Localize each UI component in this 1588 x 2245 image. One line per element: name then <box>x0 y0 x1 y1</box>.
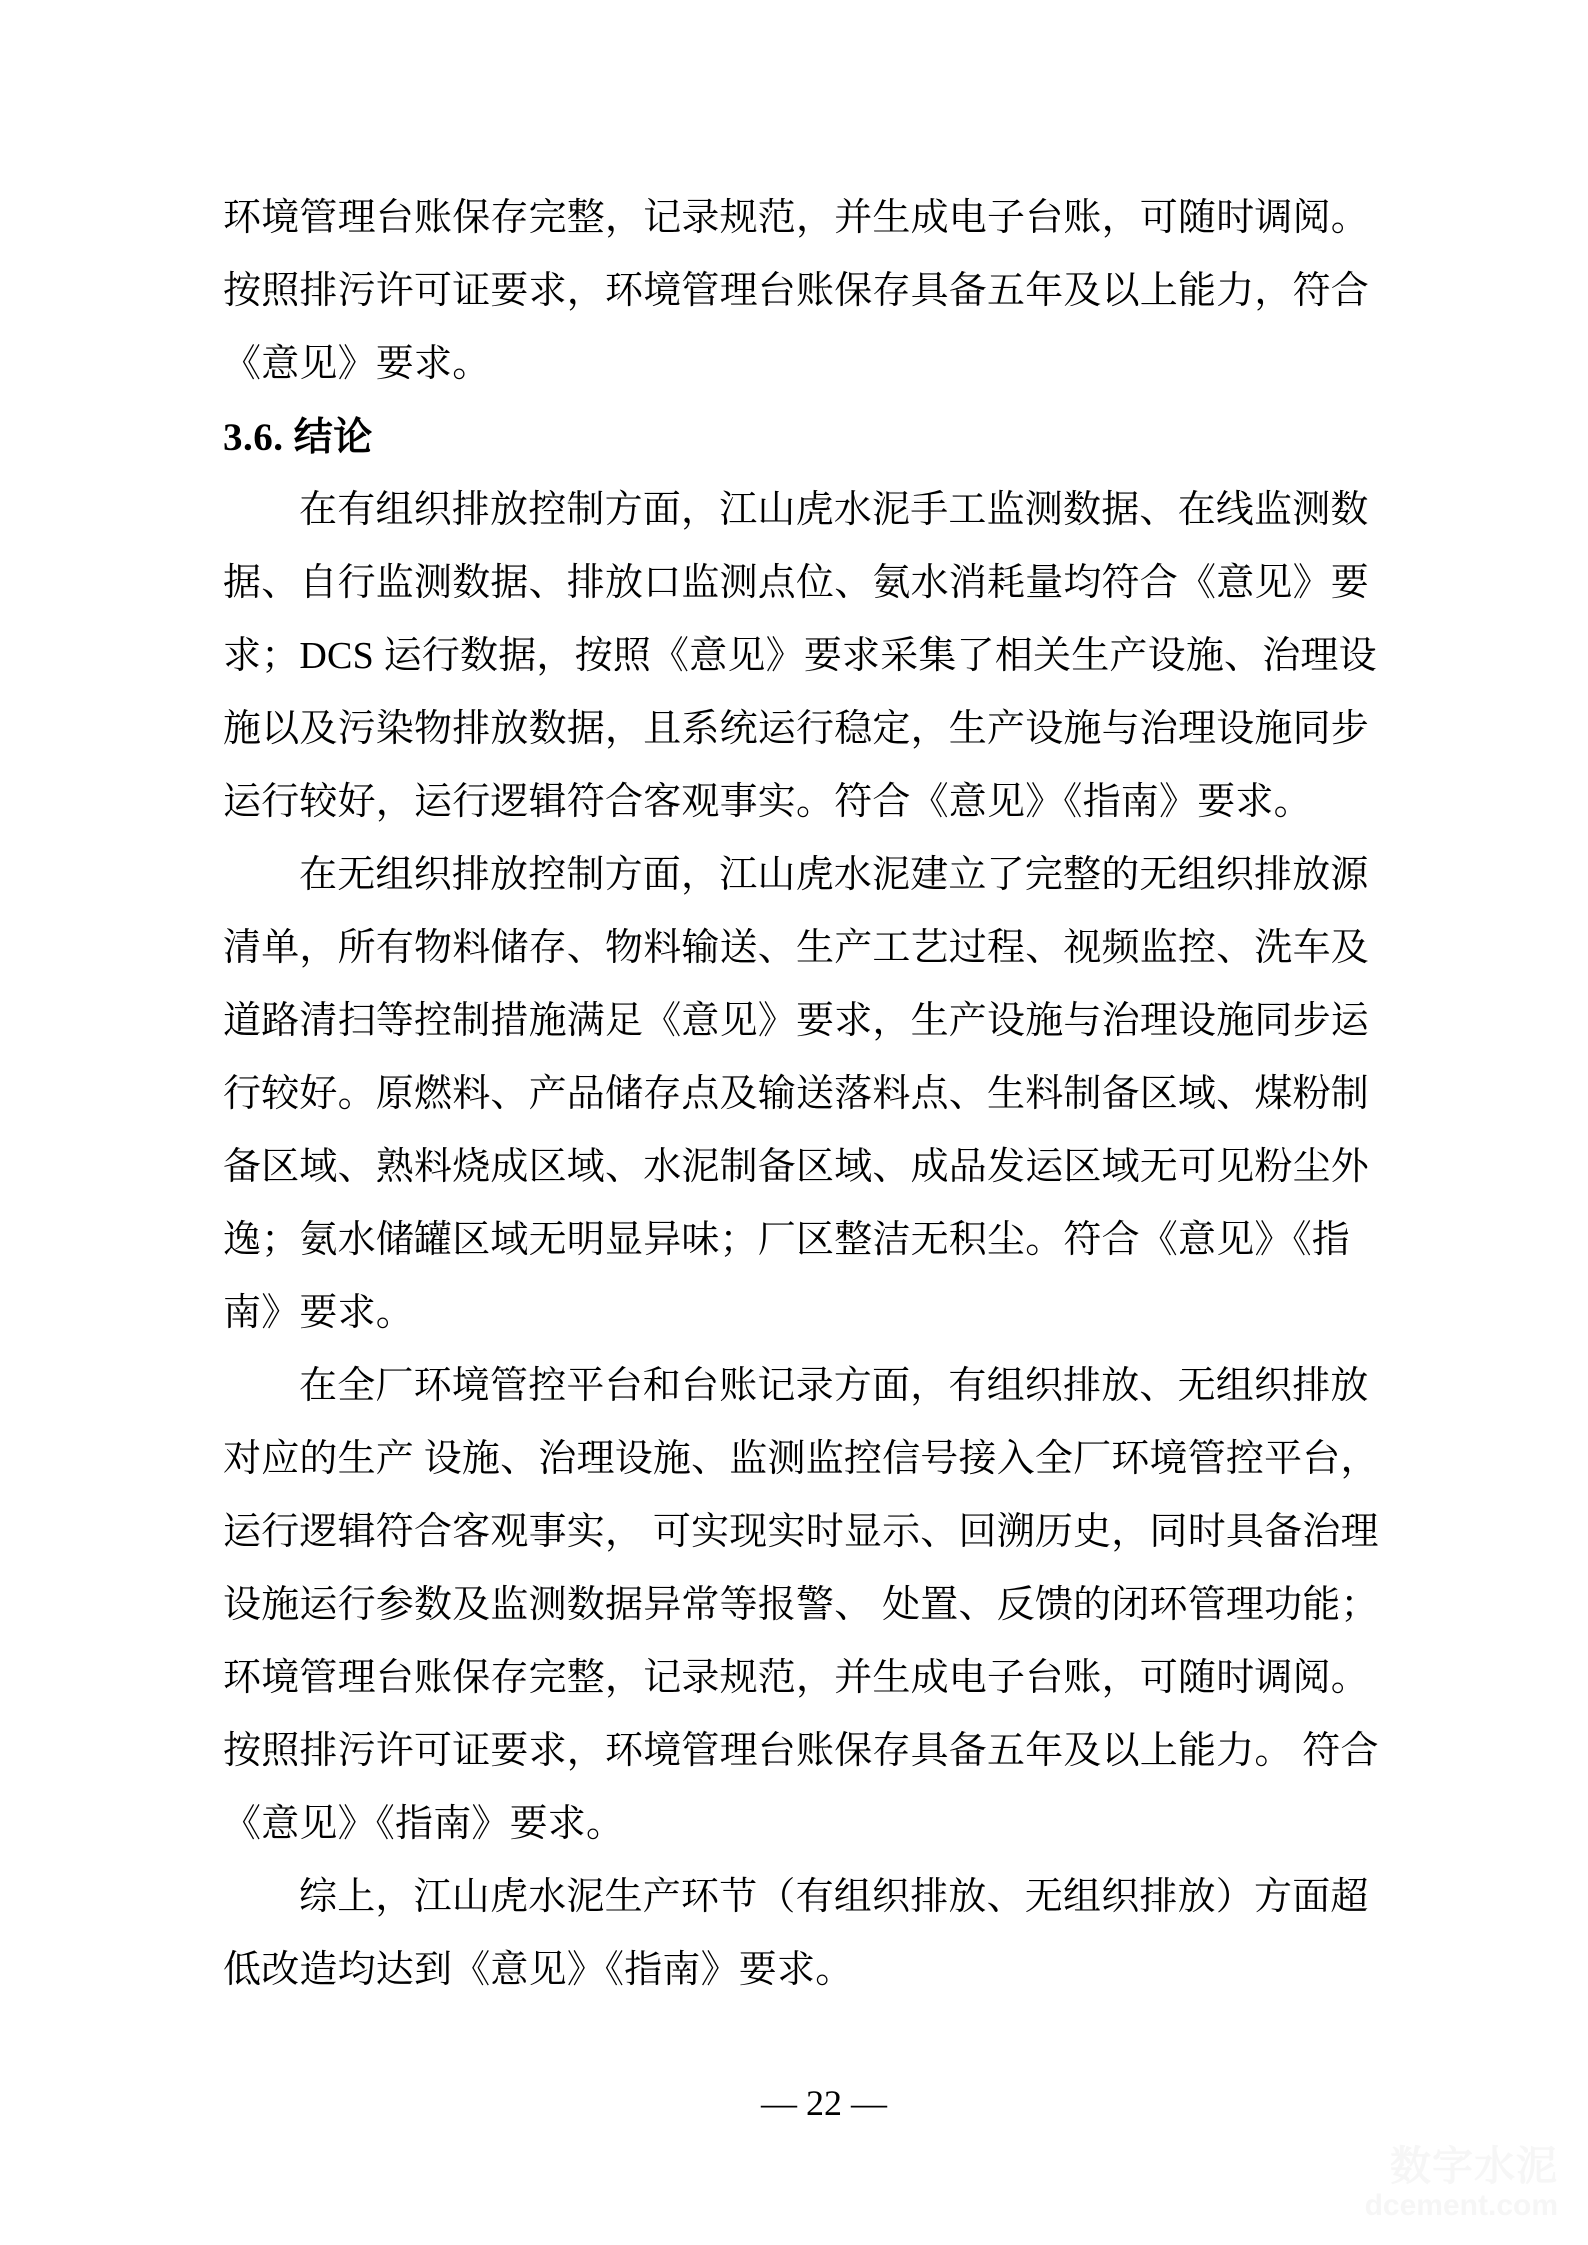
paragraph <box>223 1350 1463 1861</box>
text-line: 对应的生产 设施、治理设施、监测监控信号接入全厂环境管控平台， <box>223 1438 1379 1480</box>
watermark-domain: dcement.com <box>1364 2189 1558 2222</box>
paragraph <box>223 182 1463 401</box>
text-line: 《意见》要求。 <box>223 343 491 385</box>
text-line: 清单，所有物料储存、物料输送、生产工艺过程、视频监控、洗车及 <box>223 927 1370 969</box>
paragraph <box>223 1861 1463 2007</box>
paragraph <box>223 839 1463 1350</box>
text-line: 道路清扫等控制措施满足《意见》要求，生产设施与治理设施同步运 <box>223 1000 1370 1042</box>
text-line: 环境管理台账保存完整，记录规范，并生成电子台账，可随时调阅。 <box>223 197 1370 239</box>
body-text <box>223 182 1463 2007</box>
text-line: 逸；氨水储罐区域无明显异味；厂区整洁无积尘。符合《意见》《指 <box>223 1219 1351 1261</box>
text-line: 在全厂环境管控平台和台账记录方面，有组织排放、无组织排放 <box>299 1365 1369 1407</box>
text-line: 运行逻辑符合客观事实， 可实现实时显示、回溯历史，同时具备治理 <box>223 1511 1379 1553</box>
text-line: 在无组织排放控制方面，江山虎水泥建立了完整的无组织排放源 <box>299 854 1369 896</box>
text-line: 备区域、熟料烧成区域、水泥制备区域、成品发运区域无可见粉尘外 <box>223 1146 1370 1188</box>
watermark <box>1365 2144 1558 2224</box>
text-line: 行较好。原燃料、产品储存点及输送落料点、生料制备区域、煤粉制 <box>223 1073 1370 1115</box>
text-line: 南》要求。 <box>223 1292 415 1334</box>
text-line: 求；DCS 运行数据，按照《意见》要求采集了相关生产设施、治理设 <box>223 635 1377 677</box>
text-line: 低改造均达到《意见》《指南》要求。 <box>223 1949 854 1991</box>
text-line: 环境管理台账保存完整，记录规范，并生成电子台账，可随时调阅。 <box>223 1657 1370 1699</box>
text-line: 综上，江山虎水泥生产环节（有组织排放、无组织排放）方面超 <box>299 1876 1369 1918</box>
page-number: — 22 — <box>761 2083 887 2123</box>
text-line: 施以及污染物排放数据，且系统运行稳定，生产设施与治理设施同步 <box>223 708 1370 750</box>
text-line: 按照排污许可证要求，环境管理台账保存具备五年及以上能力。 符合 <box>223 1730 1379 1772</box>
watermark-title: 数字水泥 <box>1390 2143 1558 2189</box>
text-line: 运行较好，运行逻辑符合客观事实。符合《意见》《指南》要求。 <box>223 781 1312 823</box>
text-line: 设施运行参数及监测数据异常等报警、 处置、反馈的闭环管理功能； <box>223 1584 1379 1626</box>
text-line: 在有组织排放控制方面，江山虎水泥手工监测数据、在线监测数 <box>299 489 1369 531</box>
paragraph <box>223 474 1463 839</box>
section-heading: 3.6. 结论 <box>223 416 373 459</box>
text-line: 《意见》《指南》要求。 <box>223 1803 625 1845</box>
text-line: 按照排污许可证要求，环境管理台账保存具备五年及以上能力，符合 <box>223 270 1370 312</box>
text-line: 据、自行监测数据、排放口监测点位、氨水消耗量均符合《意见》要 <box>223 562 1370 604</box>
